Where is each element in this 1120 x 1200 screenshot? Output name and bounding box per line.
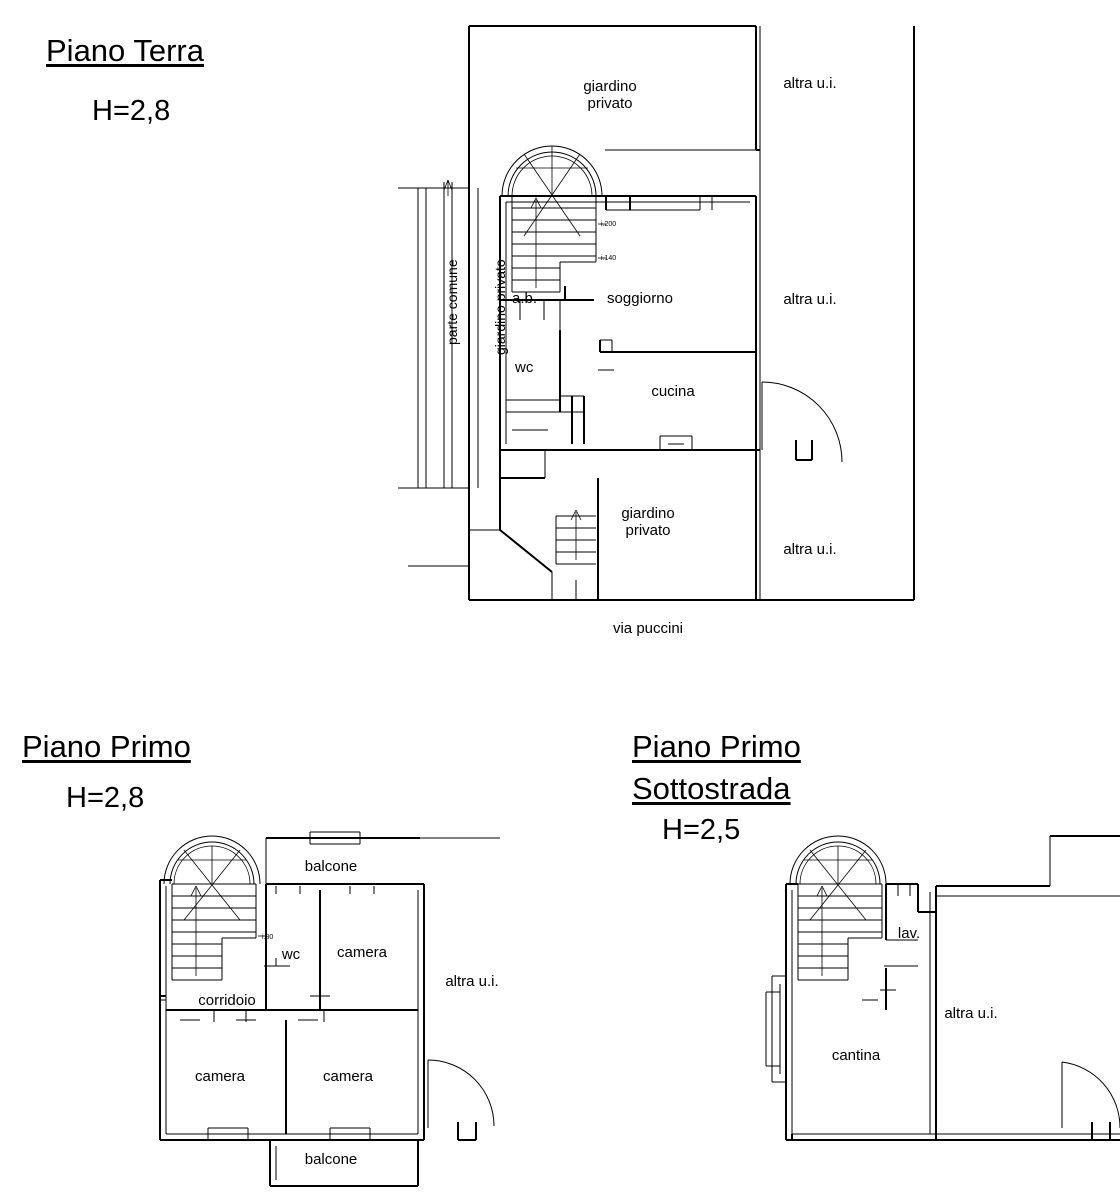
label-balcone-bottom: balcone bbox=[304, 1151, 358, 1168]
label-ab: a.b. bbox=[512, 290, 538, 307]
label-camera-se: camera bbox=[322, 1068, 374, 1085]
label-camera-so: camera bbox=[194, 1068, 246, 1085]
label-camera-ne: camera bbox=[336, 944, 388, 961]
label-cantina: cantina bbox=[831, 1047, 881, 1064]
label-soggiorno: soggiorno bbox=[607, 290, 673, 307]
label-corridoio: corridoio bbox=[198, 992, 256, 1009]
label-stair-riser-lower: i.140 bbox=[601, 255, 617, 262]
label-altra-ui-bottom: altra u.i. bbox=[783, 541, 837, 558]
piano-terra-title: Piano Terra bbox=[46, 33, 204, 68]
piano-terra-height: H=2,8 bbox=[92, 95, 171, 127]
label-stair-riser-upper: i.200 bbox=[601, 221, 617, 228]
label-lavanderia: lav. bbox=[897, 925, 921, 942]
piano-primo-sottostrada-title-line2: Sottostrada bbox=[632, 771, 791, 806]
label-parte-comune: parte comune bbox=[444, 259, 460, 345]
piano-primo-title: Piano Primo bbox=[22, 729, 191, 764]
piano-primo-sottostrada-title-line1: Piano Primo bbox=[632, 729, 801, 764]
label-altra-ui-primo: altra u.i. bbox=[445, 973, 499, 990]
label-altra-ui-middle: altra u.i. bbox=[783, 291, 837, 308]
label-balcone-top: balcone bbox=[304, 858, 358, 875]
label-altra-ui-sottostrada: altra u.i. bbox=[944, 1005, 998, 1022]
label-giardino-privato-left: giardino privato bbox=[492, 259, 508, 355]
label-giardino-privato-bottom: giardino privato bbox=[621, 505, 675, 539]
label-giardino-privato-top: giardino privato bbox=[583, 78, 637, 112]
label-wc-primo: wc bbox=[281, 946, 301, 963]
piano-primo-sottostrada-height: H=2,5 bbox=[662, 814, 741, 846]
label-altra-ui-top: altra u.i. bbox=[783, 75, 837, 92]
piano-primo-height: H=2,8 bbox=[66, 782, 145, 814]
label-via-puccini: via puccini bbox=[612, 620, 684, 637]
label-stair-riser-primo: i.80 bbox=[262, 934, 274, 941]
label-cucina: cucina bbox=[651, 383, 695, 400]
label-wc: wc bbox=[515, 359, 534, 376]
